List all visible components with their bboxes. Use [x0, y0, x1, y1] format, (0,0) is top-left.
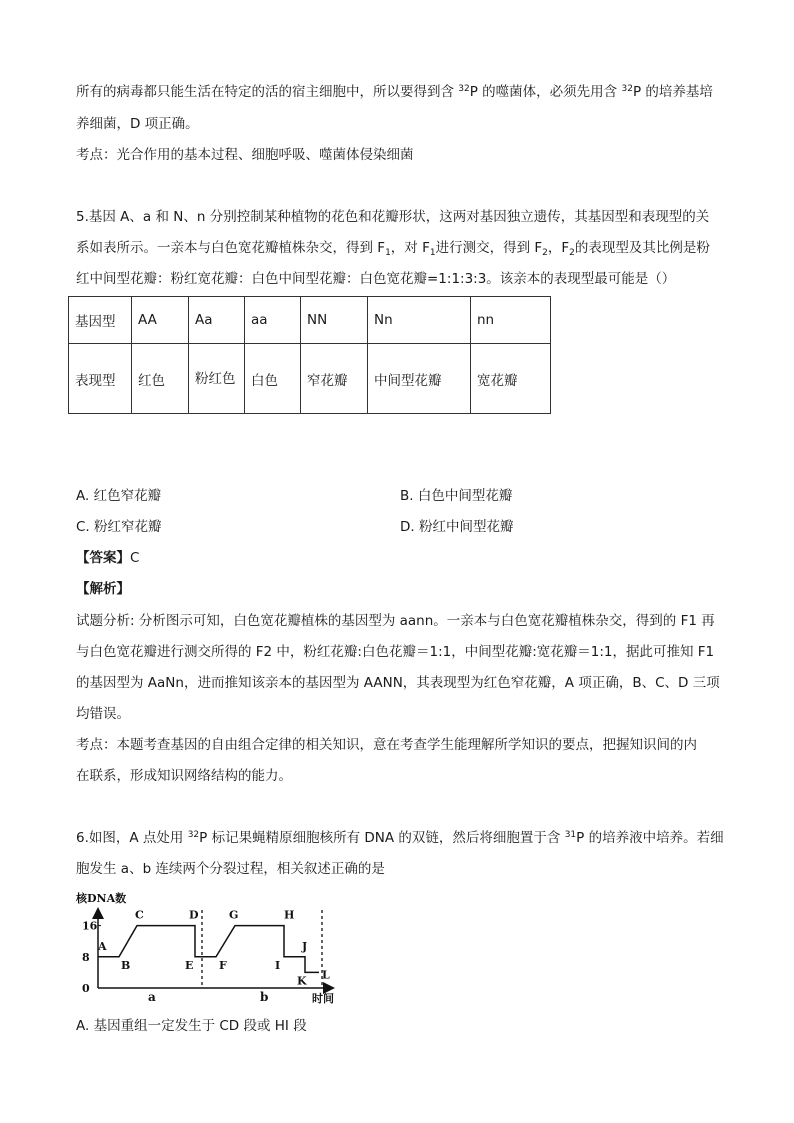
option-a[interactable]: A. 红色窄花瓣	[76, 488, 162, 504]
segment-label-b: b	[260, 990, 269, 1004]
table-row	[69, 344, 551, 414]
point-label-G: G	[229, 908, 239, 922]
answer-value: C	[130, 550, 140, 566]
point-label-C: C	[135, 908, 144, 922]
y-tick-label: 8	[82, 950, 90, 964]
point-label-K: K	[297, 974, 307, 988]
table-row	[69, 297, 551, 344]
q6-option-a[interactable]: A. 基因重组一定发生于 CD 段或 HI 段	[76, 1018, 307, 1034]
table-cell: AA	[132, 297, 189, 344]
table-cell: 粉红色	[189, 344, 245, 414]
q5-line-2: 系如表所示。一亲本与白色宽花瓣植株杂交，得到 $F_1$，对 $F_1$进行测交，得到 $F_2$，$F_2$的表现型及其比例是粉	[76, 240, 710, 258]
table-cell: aa	[245, 297, 301, 344]
q5-line-3: 红中间型花瓣：粉红宽花瓣：白色中间型花瓣：白色宽花瓣=1:1:3:3。该亲本的表现型最可能是（）	[76, 271, 676, 287]
table-cell: NN	[301, 297, 368, 344]
answer-line	[76, 548, 139, 568]
analysis-label: 【解析】	[76, 581, 130, 597]
point-label-F: F	[219, 958, 227, 972]
option-b[interactable]: B. 白色中间型花瓣	[400, 488, 513, 504]
table-cell: 表现型	[69, 344, 132, 414]
table-cell: 基因型	[69, 297, 132, 344]
prev-kaodian: 考点：光合作用的基本过程、细胞呼吸、噬菌体侵染细菌	[76, 147, 414, 163]
analysis-line-1: 试题分析: 分析图示可知，白色宽花瓣植株的基因型为 aann。一亲本与白色宽花瓣植株杂交，得到的 F1 再	[76, 613, 715, 629]
segment-label-a: a	[148, 990, 156, 1004]
dna-line	[98, 926, 319, 973]
answer-label: 【答案】	[76, 550, 130, 566]
q5-line-1: 5.基因 A、a 和 N、n 分别控制某种植物的花色和花瓣形状，这两对基因独立遗传，其基因型和表现型的关	[76, 209, 710, 225]
point-label-B: B	[121, 958, 131, 972]
table-cell: Nn	[368, 297, 471, 344]
q6-line-2: 胞发生 a、b 连续两个分裂过程，相关叙述正确的是	[76, 861, 385, 877]
option-d[interactable]: D. 粉红中间型花瓣	[400, 519, 514, 535]
y-tick-label: 0	[82, 982, 90, 995]
x-axis-label: 时间	[312, 992, 334, 1005]
point-label-I: I	[275, 958, 281, 972]
analysis-line-4: 均错误。	[76, 706, 130, 722]
q6-line-1: 6.如图，A 点处用 $^{32}$P 标记果蝇精原细胞核所有 DNA 的双链，然后将细胞置于含 $^{31}$P 的培养液中培养。若细	[76, 830, 724, 846]
table-cell: 红色	[132, 344, 189, 414]
point-label-A: A	[98, 939, 107, 953]
table-cell: 窄花瓣	[301, 344, 368, 414]
prev-line-2: 养细菌，D 项正确。	[76, 116, 199, 132]
q5-kaodian-1: 考点：本题考查基因的自由组合定律的相关知识，意在考查学生能理解所学知识的要点，把握知识间的内	[76, 737, 697, 753]
point-label-J: J	[302, 939, 308, 953]
genotype-phenotype-table	[68, 296, 551, 414]
table-cell: 白色	[245, 344, 301, 414]
prev-line-1: 所有的病毒都只能生活在特定的活的宿主细胞中，所以要得到含 $^{32}$P 的噬菌体，必须先用含 $^{32}$P 的培养基培	[76, 84, 713, 100]
table-cell: 宽花瓣	[471, 344, 551, 414]
analysis-line-2: 与白色宽花瓣进行测交所得的 F2 中，粉红花瓣:白色花瓣＝1:1，中间型花瓣:宽花瓣＝1:1，据此可推知 F1	[76, 644, 715, 660]
chart-ylabel: 核DNA数	[76, 892, 127, 905]
point-label-E: E	[185, 958, 194, 972]
table-cell: nn	[471, 297, 551, 344]
point-label-D: D	[189, 908, 199, 922]
point-label-H: H	[284, 908, 295, 922]
q5-kaodian-2: 在联系，形成知识网络结构的能力。	[76, 768, 292, 784]
y-tick-label: 16	[82, 919, 98, 933]
point-label-L: L	[322, 968, 330, 982]
table-cell: Aa	[189, 297, 245, 344]
dna-chart	[70, 888, 350, 1008]
option-c[interactable]: C. 粉红窄花瓣	[76, 519, 162, 535]
analysis-line-3: 的基因型为 AaNn，进而推知该亲本的基因型为 AANN，其表现型为红色窄花瓣，A 项正确，B、C、D 三项	[76, 675, 720, 691]
table-cell: 中间型花瓣	[368, 344, 471, 414]
